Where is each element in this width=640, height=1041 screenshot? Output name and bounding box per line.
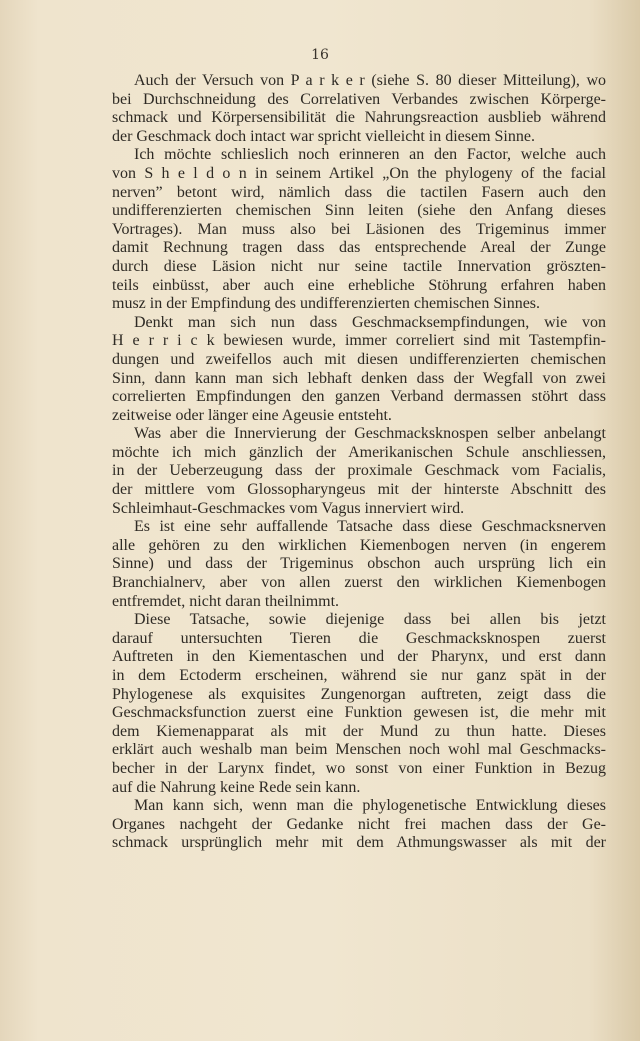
text-line: H e r r i c k bewiesen wurde, immer correliert sind mit Tastempfin- (112, 332, 606, 350)
text-line: Vortrages). Man muss also bei Läsionen des Trigeminus immer (112, 220, 606, 238)
text-line: Ich möchte schlieslich noch erinneren an den Factor, welche auch (134, 146, 606, 164)
text-line: Branchialnerv, aber von allen zuerst den wirklichen Kiemenbogen (112, 574, 606, 592)
text-line: auf die Nahrung keine Rede sein kann. (112, 778, 361, 796)
text-line: alle gehören zu den wirklichen Kiemenbogen nerven (in engerem (112, 536, 606, 554)
text-line: Geschmacksfunction zuerst eine Funktion gewesen ist, die mehr mit (112, 704, 606, 722)
text-line: entfremdet, nicht daran theilnimmt. (112, 592, 340, 610)
text-line: dem Kiemenapparat als mit der Mund zu thun hatte. Dieses (112, 722, 606, 740)
text-line: undifferenzierten chemischen Sinn leiten (siehe den Anfang dieses (112, 202, 606, 220)
text-line: in der Ueberzeugung dass der proximale Geschmack vom Facialis, (112, 462, 606, 480)
text-line: Phylogenese als exquisites Zungenorgan auftreten, zeigt dass die (112, 685, 606, 703)
text-line: der mittlere vom Glossopharyngeus mit der hinterste Abschnitt des (112, 481, 606, 499)
text-line: darauf untersuchten Tieren die Geschmacksknospen zuerst (112, 629, 606, 647)
body-text (112, 72, 606, 853)
text-line: der Geschmack doch intact war spricht vielleicht in diesem Sinne. (112, 127, 535, 145)
text-line: möchte ich mich gänzlich der Amerikanischen Schule anschliessen, (112, 443, 606, 461)
text-line: becher in der Larynx findet, wo sonst von einer Funktion in Bezug (112, 759, 606, 777)
text-line: Denkt man sich nun dass Geschmacksempfindungen, wie von (134, 313, 606, 331)
text-line: dungen und zweifellos auch mit diesen undifferenzierten chemischen (112, 350, 606, 368)
text-line: schmack ursprünglich mehr mit dem Athmungswasser als mit der (112, 834, 606, 852)
text-line: schmack und Körpersensibilität die Nahrungsreaction ausblieb während (112, 109, 606, 127)
text-line: correlierten Empfindungen den ganzen Verband dermassen stöhrt dass (112, 388, 606, 406)
text-line: Auch der Versuch von P a r k e r (siehe S. 80 dieser Mitteilung), wo (134, 72, 606, 89)
text-line: Auftreten in den Kiementaschen und der Pharynx, und erst dann (112, 648, 606, 666)
text-line: Man kann sich, wenn man die phylogenetische Entwicklung dieses (134, 797, 606, 815)
text-line: Organes nachgeht der Gedanke nicht frei machen dass der Ge- (112, 815, 606, 833)
text-line: Schleimhaut-Geschmackes vom Vagus innerviert wird. (112, 499, 465, 517)
text-line: bei Durchschneidung des Correlativen Verbandes zwischen Körperge- (112, 90, 606, 108)
text-line: Sinne) und dass der Trigeminus obschon auch ursprüng lich ein (112, 555, 606, 573)
text-line: in dem Ectoderm erscheinen, während sie nur ganz spät in der (112, 667, 606, 684)
text-line: von S h e l d o n in seinem Artikel „On the phylogeny of the facial (112, 164, 606, 182)
page-number: 16 (311, 47, 329, 63)
text-line: Sinn, dann kann man sich lebhaft denken dass der Wegfall von zwei (112, 369, 606, 387)
text-line: Diese Tatsache, sowie diejenige dass bei allen bis jetzt (134, 611, 606, 629)
text-line: erklärt auch weshalb man beim Menschen noch wohl mal Geschmacks- (112, 741, 606, 759)
text-line: nerven” betont wird, nämlich dass die tactilen Fasern auch den (112, 183, 606, 201)
text-line: teils einbüsst, aber auch eine erhebliche Stöhrung erfahren haben (112, 276, 606, 294)
text-line: durch diese Läsion nicht nur seine tactile Innervation gröszten- (112, 257, 606, 275)
text-line: zeitweise oder länger eine Ageusie entsteht. (112, 406, 392, 424)
text-line: damit Rechnung tragen dass das entsprechende Areal der Zunge (112, 239, 606, 257)
text-line: musz in der Empfindung des undifferenzierten chemischen Sinnes. (112, 295, 541, 313)
text-line: Was aber die Innervierung der Geschmacksknospen selber anbelangt (134, 425, 606, 443)
text-line: Es ist eine sehr auffallende Tatsache dass diese Geschmacksnerven (134, 518, 606, 536)
